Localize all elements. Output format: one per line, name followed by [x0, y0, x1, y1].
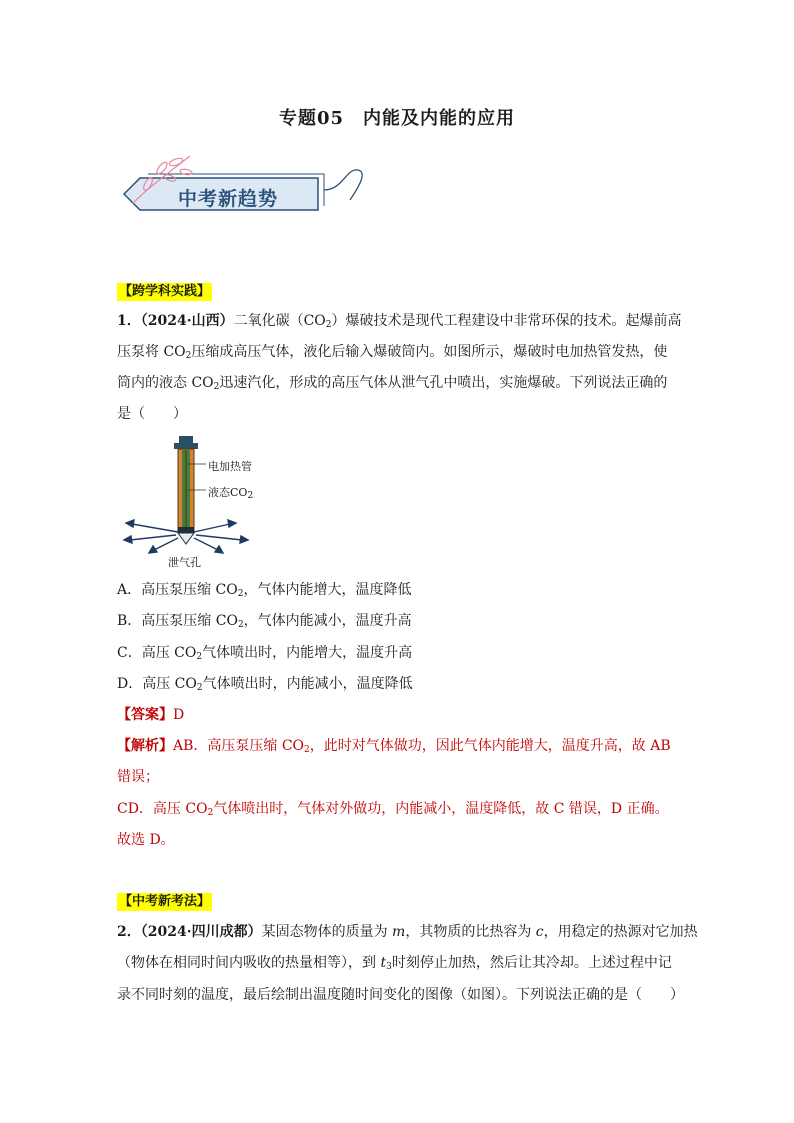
label-electric-heater: 电加热管	[208, 460, 252, 473]
analysis-line-4: 故选 D。	[117, 832, 175, 848]
section-tag-new-methods: 【中考新考法】	[119, 894, 211, 909]
answer-line: 【答案】D	[117, 707, 185, 723]
section-tag-interdisciplinary: 【跨学科实践】	[119, 284, 211, 299]
question-2-line-1: 2．（2024·四川成都）某固态物体的质量为 m，其物质的比热容为 c，用稳定的热源对它加热	[117, 924, 698, 940]
question-2-line-2: （物体在相同时间内吸收的热量相等），到 $t_3$时刻停止加热，然后让其冷却。上述过程中记	[117, 955, 672, 972]
banner-label: 中考新趋势	[178, 188, 279, 210]
blasting-tube-diagram	[118, 436, 268, 570]
analysis-line-2: 错误；	[117, 769, 159, 785]
banner-swirl	[324, 170, 362, 200]
option-a: A．高压泵压缩 $CO_2$，气体内能增大，温度降低	[117, 582, 412, 599]
question-2-line-3: 录不同时刻的温度，最后绘制出温度随时间变化的图像（如图）。下列说法正确的是（ ）	[117, 987, 684, 1003]
analysis-line-3: CD．高压 $CO_2$气体喷出时，气体对外做功，内能减小，温度降低，故 C 错误，D 正确。	[117, 801, 669, 818]
question-1-line-4: 是（ ）	[117, 406, 187, 422]
question-1-line-1: 1．（2024·山西）二氧化碳$(CO_2)$爆破技术是现代工程建设中非常环保的技术。起爆前高	[117, 313, 682, 330]
question-1-line-3: 筒内的液态 $CO_2$迅速汽化，形成的高压气体从泄气孔中喷出，实施爆破。下列说法正确的	[117, 375, 668, 392]
analysis-line-1: 【解析】AB．高压泵压缩 $CO_2$，此时对气体做功，因此气体内能增大，温度升高，故 AB	[117, 738, 671, 755]
page-title: 专题05 内能及内能的应用	[278, 108, 516, 129]
label-liquid-co2: 液态$CO_2$	[208, 486, 254, 501]
option-b: B．高压泵压缩 $CO_2$，气体内能减小，温度升高	[117, 613, 412, 630]
option-c: C．高压 $CO_2$气体喷出时，内能增大，温度升高	[117, 645, 413, 662]
label-vent-hole: 泄气孔	[168, 556, 201, 569]
option-d: D．高压 $CO_2$气体喷出时，内能减小，温度降低	[117, 676, 413, 693]
blasting-tube-figure	[118, 436, 268, 570]
question-1-line-2: 压泵将 $CO_2$压缩成高压气体，液化后输入爆破筒内。如图所示，爆破时电加热管发热，使	[117, 344, 668, 361]
